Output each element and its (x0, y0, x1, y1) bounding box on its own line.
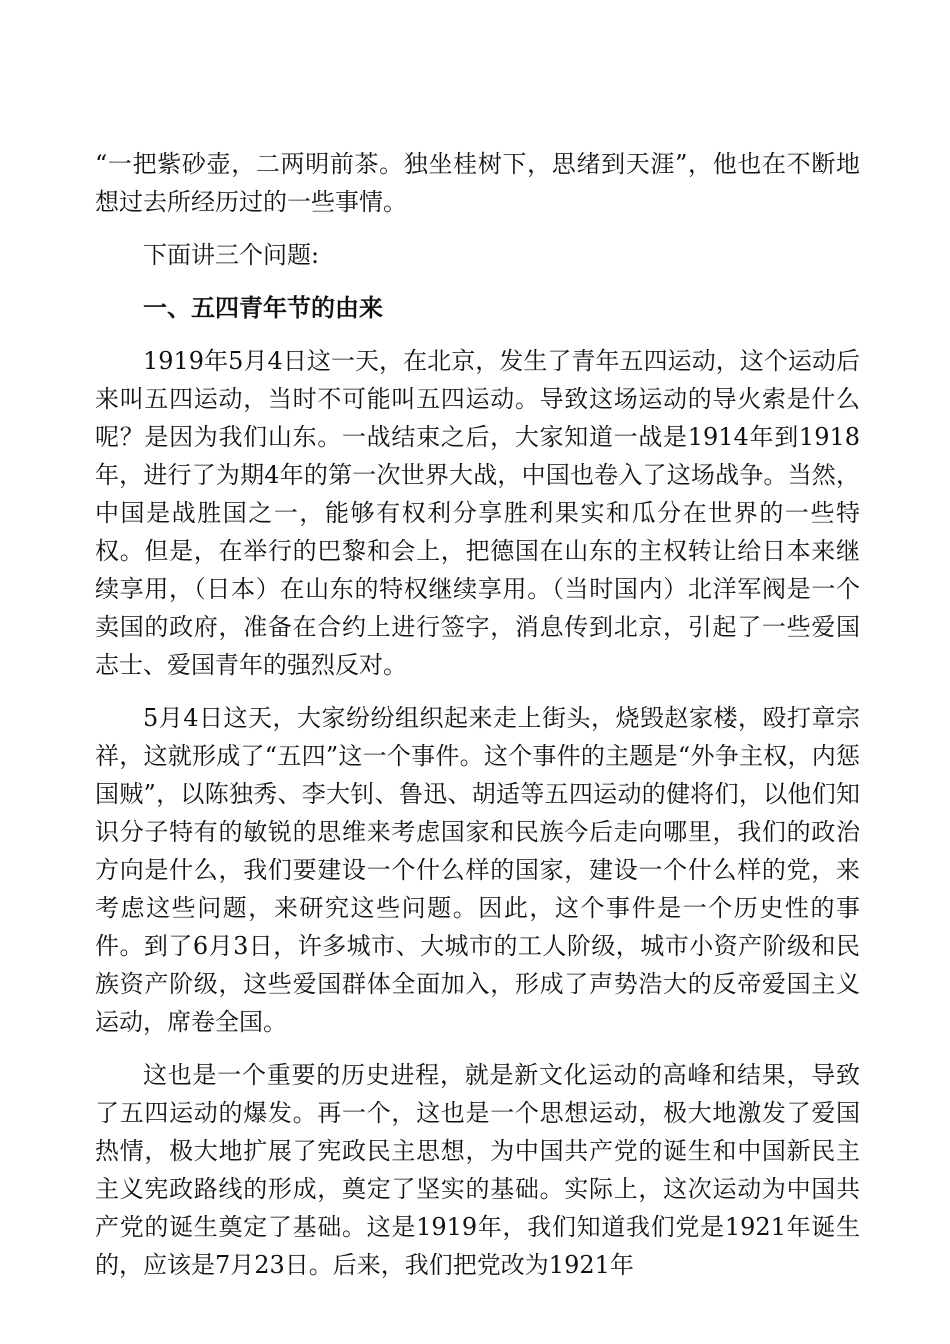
paragraph-quote: “一把紫砂壶，二两明前茶。独坐桂树下，思绪到天涯”，他也在不断地想过去所经历过的一些事情。 (95, 150, 860, 216)
paragraph-intro: 下面讲三个问题: (143, 241, 320, 269)
paragraph-body-3: 这也是一个重要的历史进程，就是新文化运动的高峰和结果，导致了五四运动的爆发。再一个，这也是一个思想运动，极大地激发了爱国热情，极大地扩展了宪政民主思想，为中国共产党的诞生和中国新民主主义宪政路线的形成，奠定了坚实的基础。实际上，这次运动为中国共产党的诞生奠定了基础。这是1919年，我们知道我们党是1921年诞生的，应该是7月23日。后来，我们把党改为1921年 (95, 1061, 860, 1279)
section-heading: 一、五四青年节的由来 (143, 294, 383, 322)
document-page (95, 145, 860, 1299)
paragraph-body-2: 5月4日这天，大家纷纷组织起来走上街头，烧毁赵家楼，殴打章宗祥，这就形成了“五四”这一个事件。这个事件的主题是“外争主权，内惩国贼”，以陈独秀、李大钊、鲁迅、胡适等五四运动的健将们，以他们知识分子特有的敏锐的思维来考虑国家和民族今后走向哪里，我们的政治方向是什么，我们要建设一个什么样的国家，建设一个什么样的党，来考虑这些问题，来研究这些问题。因此，这个事件是一个历史性的事件。到了6月3日，许多城市、大城市的工人阶级，城市小资产阶级和民族资产阶级，这些爱国群体全面加入，形成了声势浩大的反帝爱国主义运动，席卷全国。 (95, 704, 860, 1036)
paragraph-body-1: 1919年5月4日这一天，在北京，发生了青年五四运动，这个运动后来叫五四运动，当时不可能叫五四运动。导致这场运动的导火索是什么呢？是因为我们山东。一战结束之后，大家知道一战是1914年到1918年，进行了为期4年的第一次世界大战，中国也卷入了这场战争。当然，中国是战胜国之一，能够有权利分享胜利果实和瓜分在世界的一些特权。但是，在举行的巴黎和会上，把德国在山东的主权转让给日本来继续享用，（日本）在山东的特权继续享用。（当时国内）北洋军阀是一个卖国的政府，准备在合约上进行签字，消息传到北京，引起了一些爱国志士、爱国青年的强烈反对。 (95, 347, 860, 679)
